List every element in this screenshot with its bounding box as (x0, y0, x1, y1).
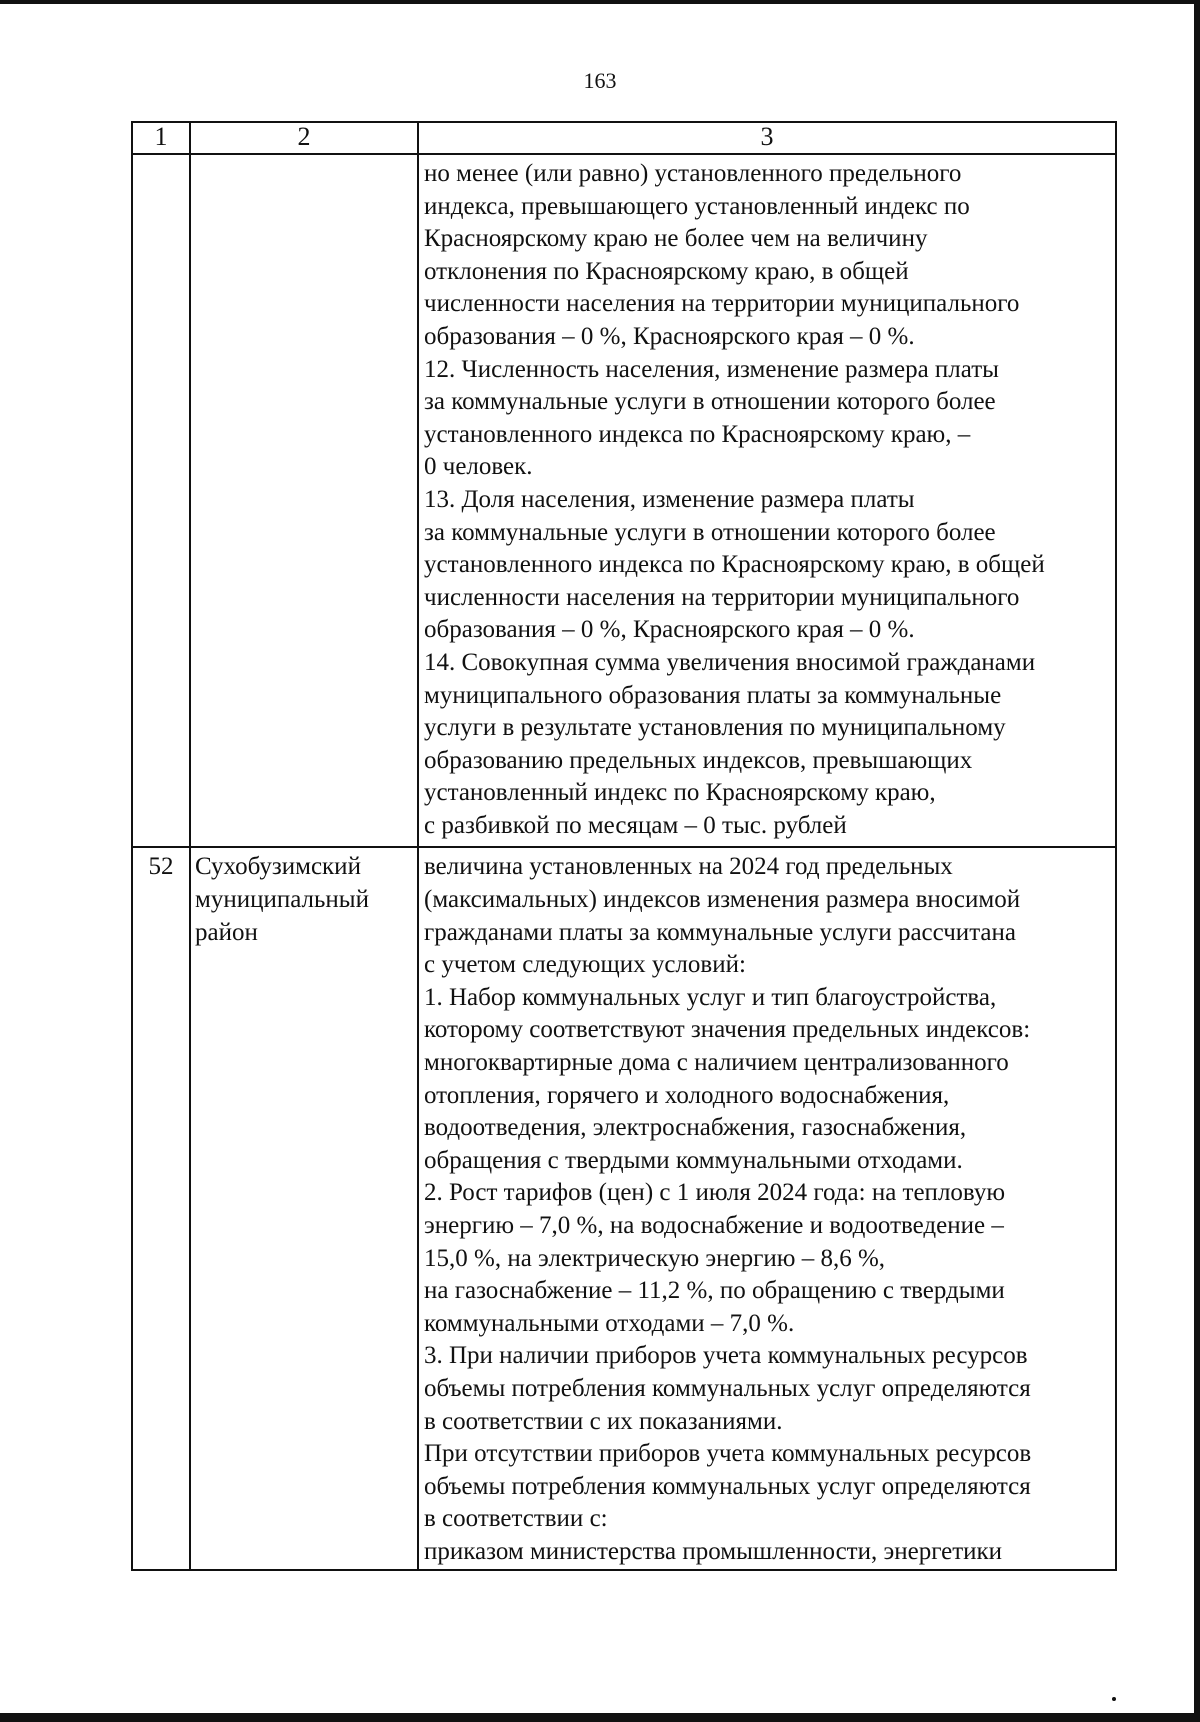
description-text-line: водоотведения, электроснабжения, газоснабжения, (424, 1114, 967, 1142)
description-text-line: отклонения по Красноярскому краю, в общей (424, 257, 909, 285)
description-text-line: 14. Совокупная сумма увеличения вносимой гражданами (424, 648, 1036, 676)
row-number: 52 (148, 853, 174, 881)
territory-name-line: Сухобузимский (195, 853, 361, 881)
table-row (132, 847, 1116, 1569)
description-text-line: образованию предельных индексов, превышающих (424, 746, 973, 774)
description-text-line: услуги в результате установления по муниципальному (424, 714, 1006, 742)
description-text-line: энергию – 7,0 %, на водоснабжение и водоотведение – (424, 1212, 1004, 1239)
description-text-line: 13. Доля населения, изменение размера платы (424, 485, 915, 513)
description-text-line: отопления, горячего и холодного водоснабжения, (424, 1081, 950, 1109)
description-text-line: образования – 0 %, Красноярского края – 0 %. (424, 616, 915, 644)
description-text-line: которому соответствуют значения предельных индексов: (424, 1016, 1031, 1044)
description-text-line: многоквартирные дома с наличием централизованного (424, 1049, 1009, 1077)
table-row (132, 154, 1116, 847)
description-text-line: за коммунальные услуги в отношении которого более (424, 518, 996, 546)
description-text-line: в соответствии с их показаниями. (424, 1407, 783, 1435)
description-text-line: индекса, превышающего установленный индекс по (424, 192, 970, 220)
description-text-line: обращения с твердыми коммунальными отходами. (424, 1146, 963, 1174)
description-text-line: установленного индекса по Красноярскому краю, – (424, 420, 971, 448)
description-text-line: 2. Рост тарифов (цен) с 1 июля 2024 года: на тепловую (424, 1179, 1006, 1207)
territory-cell (190, 154, 418, 847)
page-number: 163 (583, 68, 617, 93)
description-text-line: 12. Численность населения, изменение размера платы (424, 355, 999, 383)
description-text-line: коммунальными отходами – 7,0 %. (424, 1309, 795, 1337)
description-text-line: численности населения на территории муниципального (424, 583, 1020, 611)
description-text-line: муниципального образования платы за коммунальные (424, 681, 1002, 709)
description-text-line: При отсутствии приборов учета коммунальных ресурсов (424, 1440, 1032, 1468)
description-text-line: численности населения на территории муниципального (424, 290, 1020, 318)
scan-speck (1112, 1697, 1116, 1701)
description-text-line: 3. При наличии приборов учета коммунальных ресурсов (424, 1342, 1028, 1370)
description-text-line: установленный индекс по Красноярскому краю, (424, 779, 936, 807)
description-text-line: величина установленных на 2024 год предельных (424, 853, 953, 881)
description-text-line: на газоснабжение – 11,2 %, по обращению с твердыми (424, 1277, 1005, 1305)
description-text-line: приказом министерства промышленности, энергетики (424, 1537, 1003, 1565)
row-number-cell (132, 154, 190, 847)
scan-border-right (1194, 0, 1200, 1722)
territory-name-line: муниципальный (195, 886, 369, 914)
table-header-row (132, 122, 1116, 154)
description-text-line: 15,0 %, на электрическую энергию – 8,6 %, (424, 1244, 886, 1272)
description-text-line: (максимальных) индексов изменения размера вносимой (424, 886, 1021, 914)
document-table (131, 121, 1117, 1571)
scan-border-top (0, 0, 1200, 4)
column-header-description: 3 (418, 122, 1116, 154)
territory-cell (190, 847, 418, 1569)
description-text-line: образования – 0 %, Красноярского края – 0 %. (424, 322, 915, 350)
column-header-number: 1 (132, 122, 190, 154)
description-text-line: объемы потребления коммунальных услуг определяются (424, 1472, 1031, 1500)
description-text-line: объемы потребления коммунальных услуг определяются (424, 1374, 1031, 1402)
description-text-line: установленного индекса по Красноярскому краю, в общей (424, 551, 1045, 579)
description-text-line: Красноярскому краю не более чем на величину (424, 225, 928, 253)
description-text-line: 1. Набор коммунальных услуг и тип благоустройства, (424, 983, 997, 1011)
description-cell (418, 154, 1116, 847)
scan-border-bottom (0, 1713, 1200, 1722)
description-text-line: гражданами платы за коммунальные услуги рассчитана (424, 918, 1016, 946)
description-text-line: с разбивкой по месяцам – 0 тыс. рублей (424, 811, 847, 839)
column-header-territory: 2 (190, 122, 418, 154)
description-text-line: в соответствии с: (424, 1505, 608, 1533)
description-text-line: за коммунальные услуги в отношении которого более (424, 388, 996, 416)
description-cell (418, 847, 1116, 1569)
description-text-line: с учетом следующих условий: (424, 951, 746, 979)
description-text-line: 0 человек. (424, 453, 533, 481)
row-number-cell (132, 847, 190, 1569)
description-text-line: но менее (или равно) установленного предельного (424, 160, 962, 187)
territory-name-line: район (195, 918, 258, 946)
